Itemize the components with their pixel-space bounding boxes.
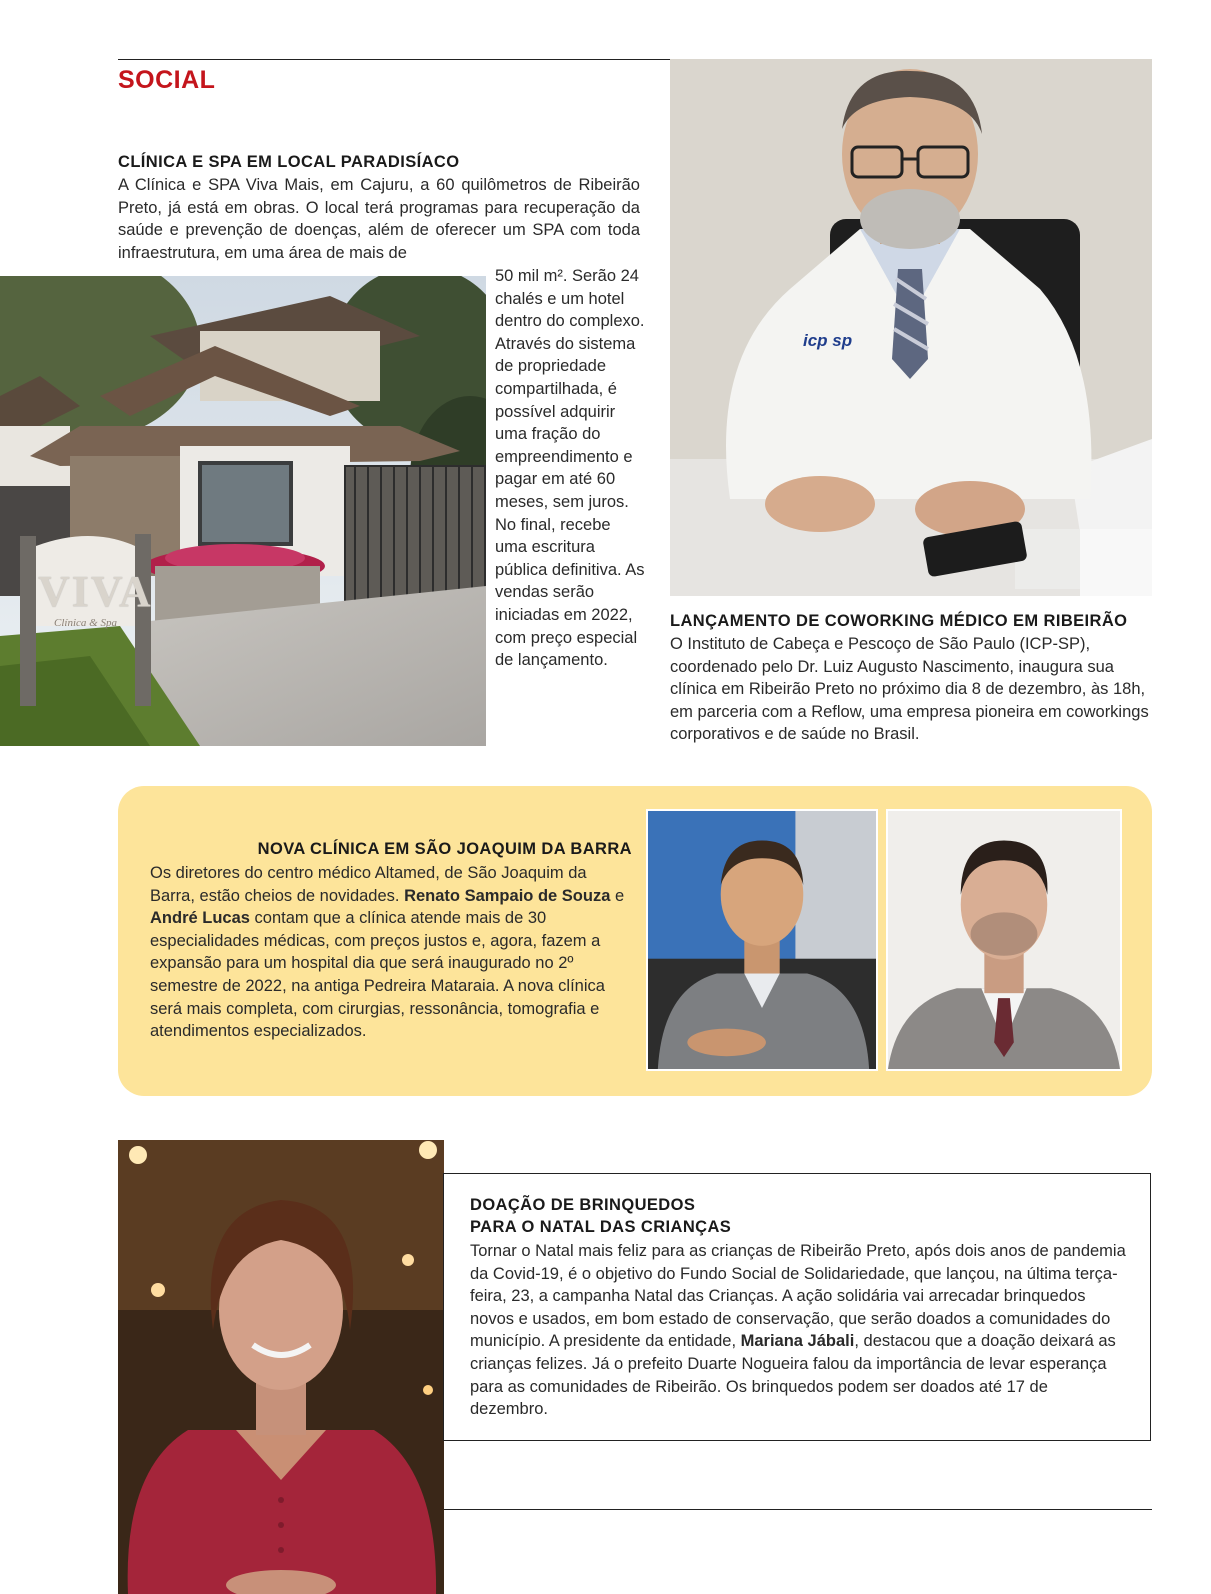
renato-photo (646, 809, 878, 1071)
section-title: SOCIAL (118, 66, 216, 94)
coworking-headline: LANÇAMENTO DE COWORKING MÉDICO EM RIBEIRÃO (670, 612, 1128, 630)
spa-headline: CLÍNICA E SPA EM LOCAL PARADISÍACO (118, 153, 460, 171)
altamed-name-renato: Renato Sampaio de Souza (404, 886, 611, 905)
toys-headline-line2: PARA O NATAL DAS CRIANÇAS (470, 1218, 732, 1236)
altamed-body-part2: contam que a clínica atende mais de 30 especialidades médicas, com preços justos e, agora, fazem a expansão para um hospital dia que será inaugurado no 2º semestre de 2022, na antiga Pedreira Mataraia. A nova clínica será mais completa, com cirurgias, ressonância, tomografia e atendimentos especializados. (150, 909, 605, 1041)
icp-logo-text: icp sp (803, 331, 853, 350)
toys-headline (470, 1194, 1110, 1238)
altamed-name-andre: André Lucas (150, 909, 250, 928)
toys-body (470, 1240, 1130, 1421)
altamed-headline: NOVA CLÍNICA EM SÃO JOAQUIM DA BARRA (257, 840, 632, 858)
toys-headline-line1: DOAÇÃO DE BRINQUEDOS (470, 1196, 696, 1214)
spa-body-column: 50 mil m². Serão 24 chalés e um hotel dentro do complexo. Através do sistema de propriedade compartilhada, é possível adquirir uma fração do empreendimento e pagar em até 60 meses, sem juros. No final, recebe uma escritura pública definitiva. As vendas serão iniciadas em 2022, com preço especial de lançamento. (495, 267, 645, 670)
coworking-body: O Instituto de Cabeça e Pescoço de São Paulo (ICP-SP), coordenado pelo Dr. Luiz Augusto Nascimento, inaugura sua clínica em Ribeirão Preto no próximo dia 8 de dezembro, às 18h, em parceria com a Reflow, uma empresa pioneira em coworkings corporativos e de saúde no Brasil. (670, 635, 1149, 744)
doctor-portrait-photo (670, 59, 1152, 596)
bottom-rule (443, 1509, 1152, 1510)
mariana-photo (118, 1140, 444, 1594)
spa-sign-text: VIVA (38, 567, 153, 616)
spa-body-top: A Clínica e SPA Viva Mais, em Cajuru, a 60 quilômetros de Ribeirão Preto, já está em obras. O local terá programas para recuperação da saúde e prevenção de doenças, além de oferecer um SPA com toda infraestrutura, em uma área de mais de (118, 176, 640, 262)
spa-building-photo (0, 276, 486, 746)
altamed-body (150, 862, 632, 1043)
spa-sign-subtext: Clínica & Spa (54, 617, 117, 629)
altamed-connector: e (610, 886, 625, 905)
altamed-body-part1: Os diretores do centro médico Altamed, de São Joaquim da Barra, estão cheios de novidades. (150, 864, 587, 905)
toys-body-part2: , destacou que a doação deixará as crianças felizes. Já o prefeito Duarte Nogueira falou da importância de levar esperança para as comunidades de Ribeirão. Os brinquedos podem ser doados até 17 de dezembro. (470, 1332, 1116, 1419)
andre-photo (886, 809, 1122, 1071)
toys-name-mariana: Mariana Jábali (740, 1332, 855, 1351)
toys-body-part1: Tornar o Natal mais feliz para as crianças de Ribeirão Preto, após dois anos de pandemia da Covid-19, é o objetivo do Fundo Social de Solidariedade, que lançou, na última terça-feira, 23, a campanha Natal das Crianças. A ação solidária vai arrecadar brinquedos novos e usados, em bom estado de conservação, que serão doados a comunidades do município. A presidente da entidade, (470, 1242, 1126, 1351)
